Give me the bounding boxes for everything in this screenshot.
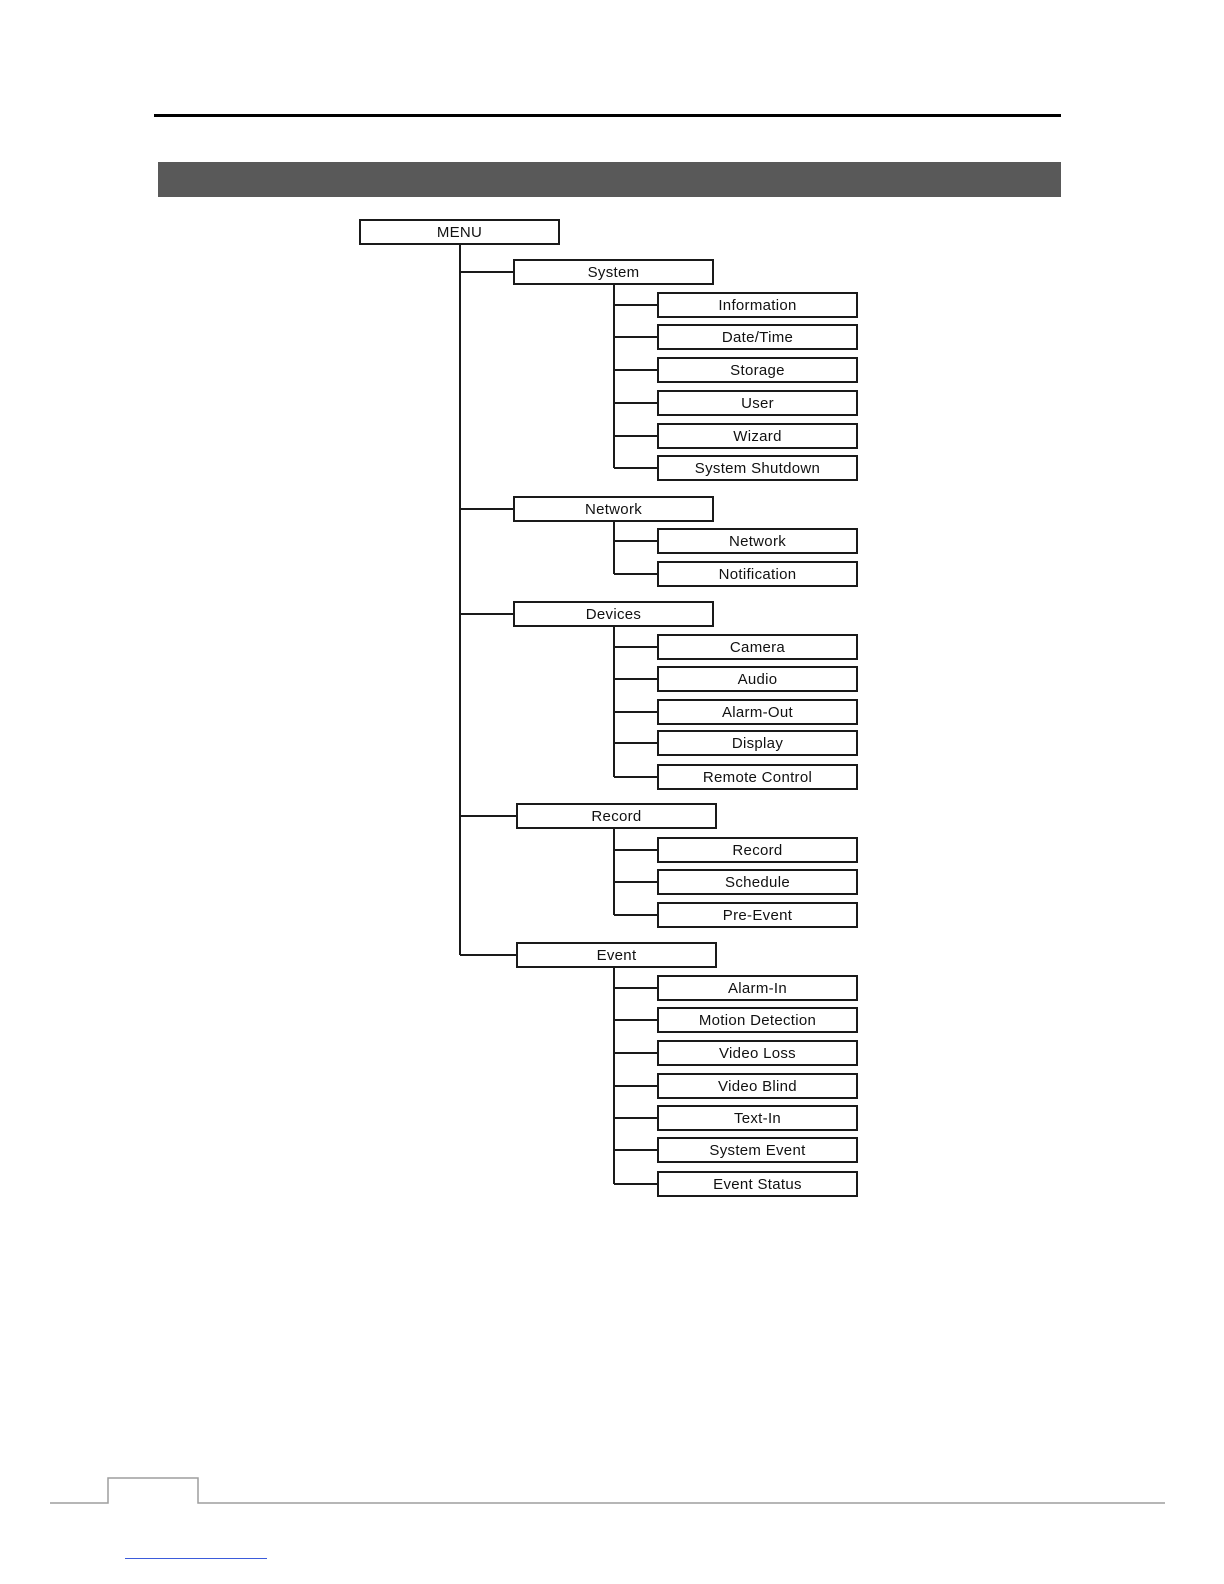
item-alarm-in: Alarm-In: [657, 975, 858, 1001]
item-schedule: Schedule: [657, 869, 858, 895]
item-pre-event: Pre-Event: [657, 902, 858, 928]
group-devices-node: Devices: [513, 601, 714, 627]
item-record: Record: [657, 837, 858, 863]
item-video-loss: Video Loss: [657, 1040, 858, 1066]
item-date-time: Date/Time: [657, 324, 858, 350]
item-event-status: Event Status: [657, 1171, 858, 1197]
item-system-shutdown: System Shutdown: [657, 455, 858, 481]
item-display: Display: [657, 730, 858, 756]
bottom-link-underline: [125, 1558, 267, 1559]
item-text-in: Text-In: [657, 1105, 858, 1131]
item-remote-control: Remote Control: [657, 764, 858, 790]
group-system-node: System: [513, 259, 714, 285]
item-camera: Camera: [657, 634, 858, 660]
menu-root-node: MENU: [359, 219, 560, 245]
item-audio: Audio: [657, 666, 858, 692]
item-system-event: System Event: [657, 1137, 858, 1163]
item-alarm-out: Alarm-Out: [657, 699, 858, 725]
group-network-node: Network: [513, 496, 714, 522]
item-motion-detection: Motion Detection: [657, 1007, 858, 1033]
item-video-blind: Video Blind: [657, 1073, 858, 1099]
item-notification: Notification: [657, 561, 858, 587]
item-network: Network: [657, 528, 858, 554]
item-storage: Storage: [657, 357, 858, 383]
group-event-node: Event: [516, 942, 717, 968]
item-wizard: Wizard: [657, 423, 858, 449]
group-record-node: Record: [516, 803, 717, 829]
item-information: Information: [657, 292, 858, 318]
item-user: User: [657, 390, 858, 416]
